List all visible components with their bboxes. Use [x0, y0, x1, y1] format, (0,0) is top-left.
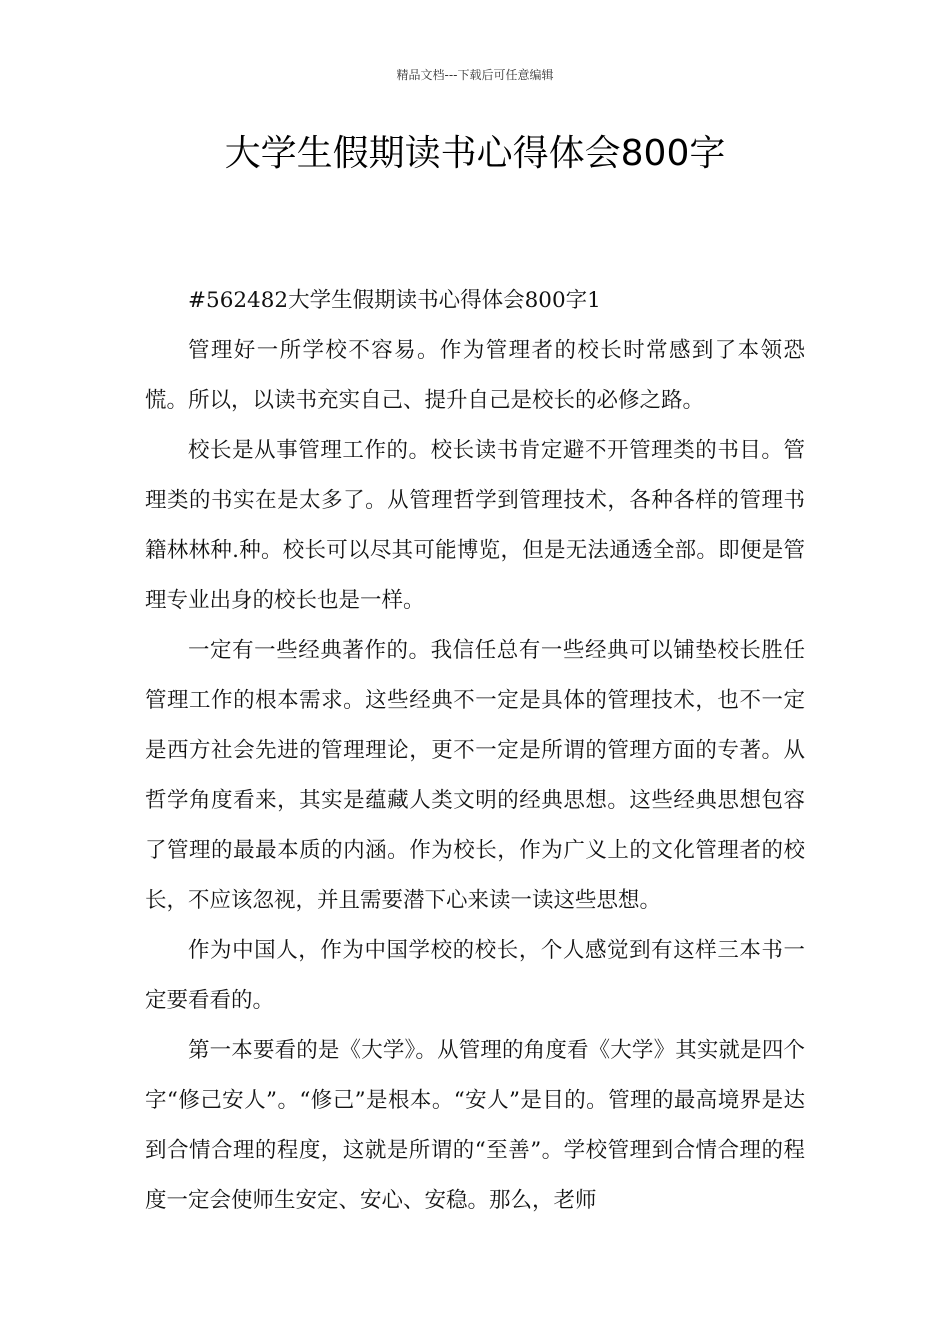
- document-title: 大学生假期读书心得体会800字: [224, 133, 726, 174]
- paragraph-3: 校长是从事管理工作的。校长读书肯定避不开管理类的书目。管理类的书实在是太多了。从管理哲学到管理技术，各种各样的管理书籍林林种.种。校长可以尽其可能博览，但是无法通透全部。即便是管理专业出身的校长也是一样。: [145, 438, 805, 613]
- paragraph-4: 一定有一些经典著作的。我信任总有一些经典可以铺垫校长胜任管理工作的根本需求。这些经典不一定是具体的管理技术，也不一定是西方社会先进的管理理论，更不一定是所谓的管理方面的专著。从哲学角度看来，其实是蕴藏人类文明的经典思想。这些经典思想包容了管理的最最本质的内涵。作为校长，作为广义上的文化管理者的校长，不应该忽视，并且需要潜下心来读一读这些思想。: [145, 638, 805, 913]
- paragraph-5: 作为中国人，作为中国学校的校长，个人感觉到有这样三本书一定要看看的。: [145, 938, 805, 1013]
- paragraph-6: 第一本要看的是《大学》。从管理的角度看《大学》其实就是四个字“修己安人”。“修己”是根本。“安人”是目的。管理的最高境界是达到合情合理的程度，这就是所谓的“至善”。学校管理到合情合理的程度一定会使师生安定、安心、安稳。那么，老师: [145, 1038, 805, 1213]
- document-body: [145, 276, 805, 1226]
- paragraph-1: #562482大学生假期读书心得体会800字1: [188, 288, 601, 313]
- paragraph-2: 管理好一所学校不容易。作为管理者的校长时常感到了本领恐慌。所以，以读书充实自己、提升自己是校长的必修之路。: [145, 338, 805, 413]
- header-note: 精品文档---下载后可任意编辑: [396, 68, 554, 82]
